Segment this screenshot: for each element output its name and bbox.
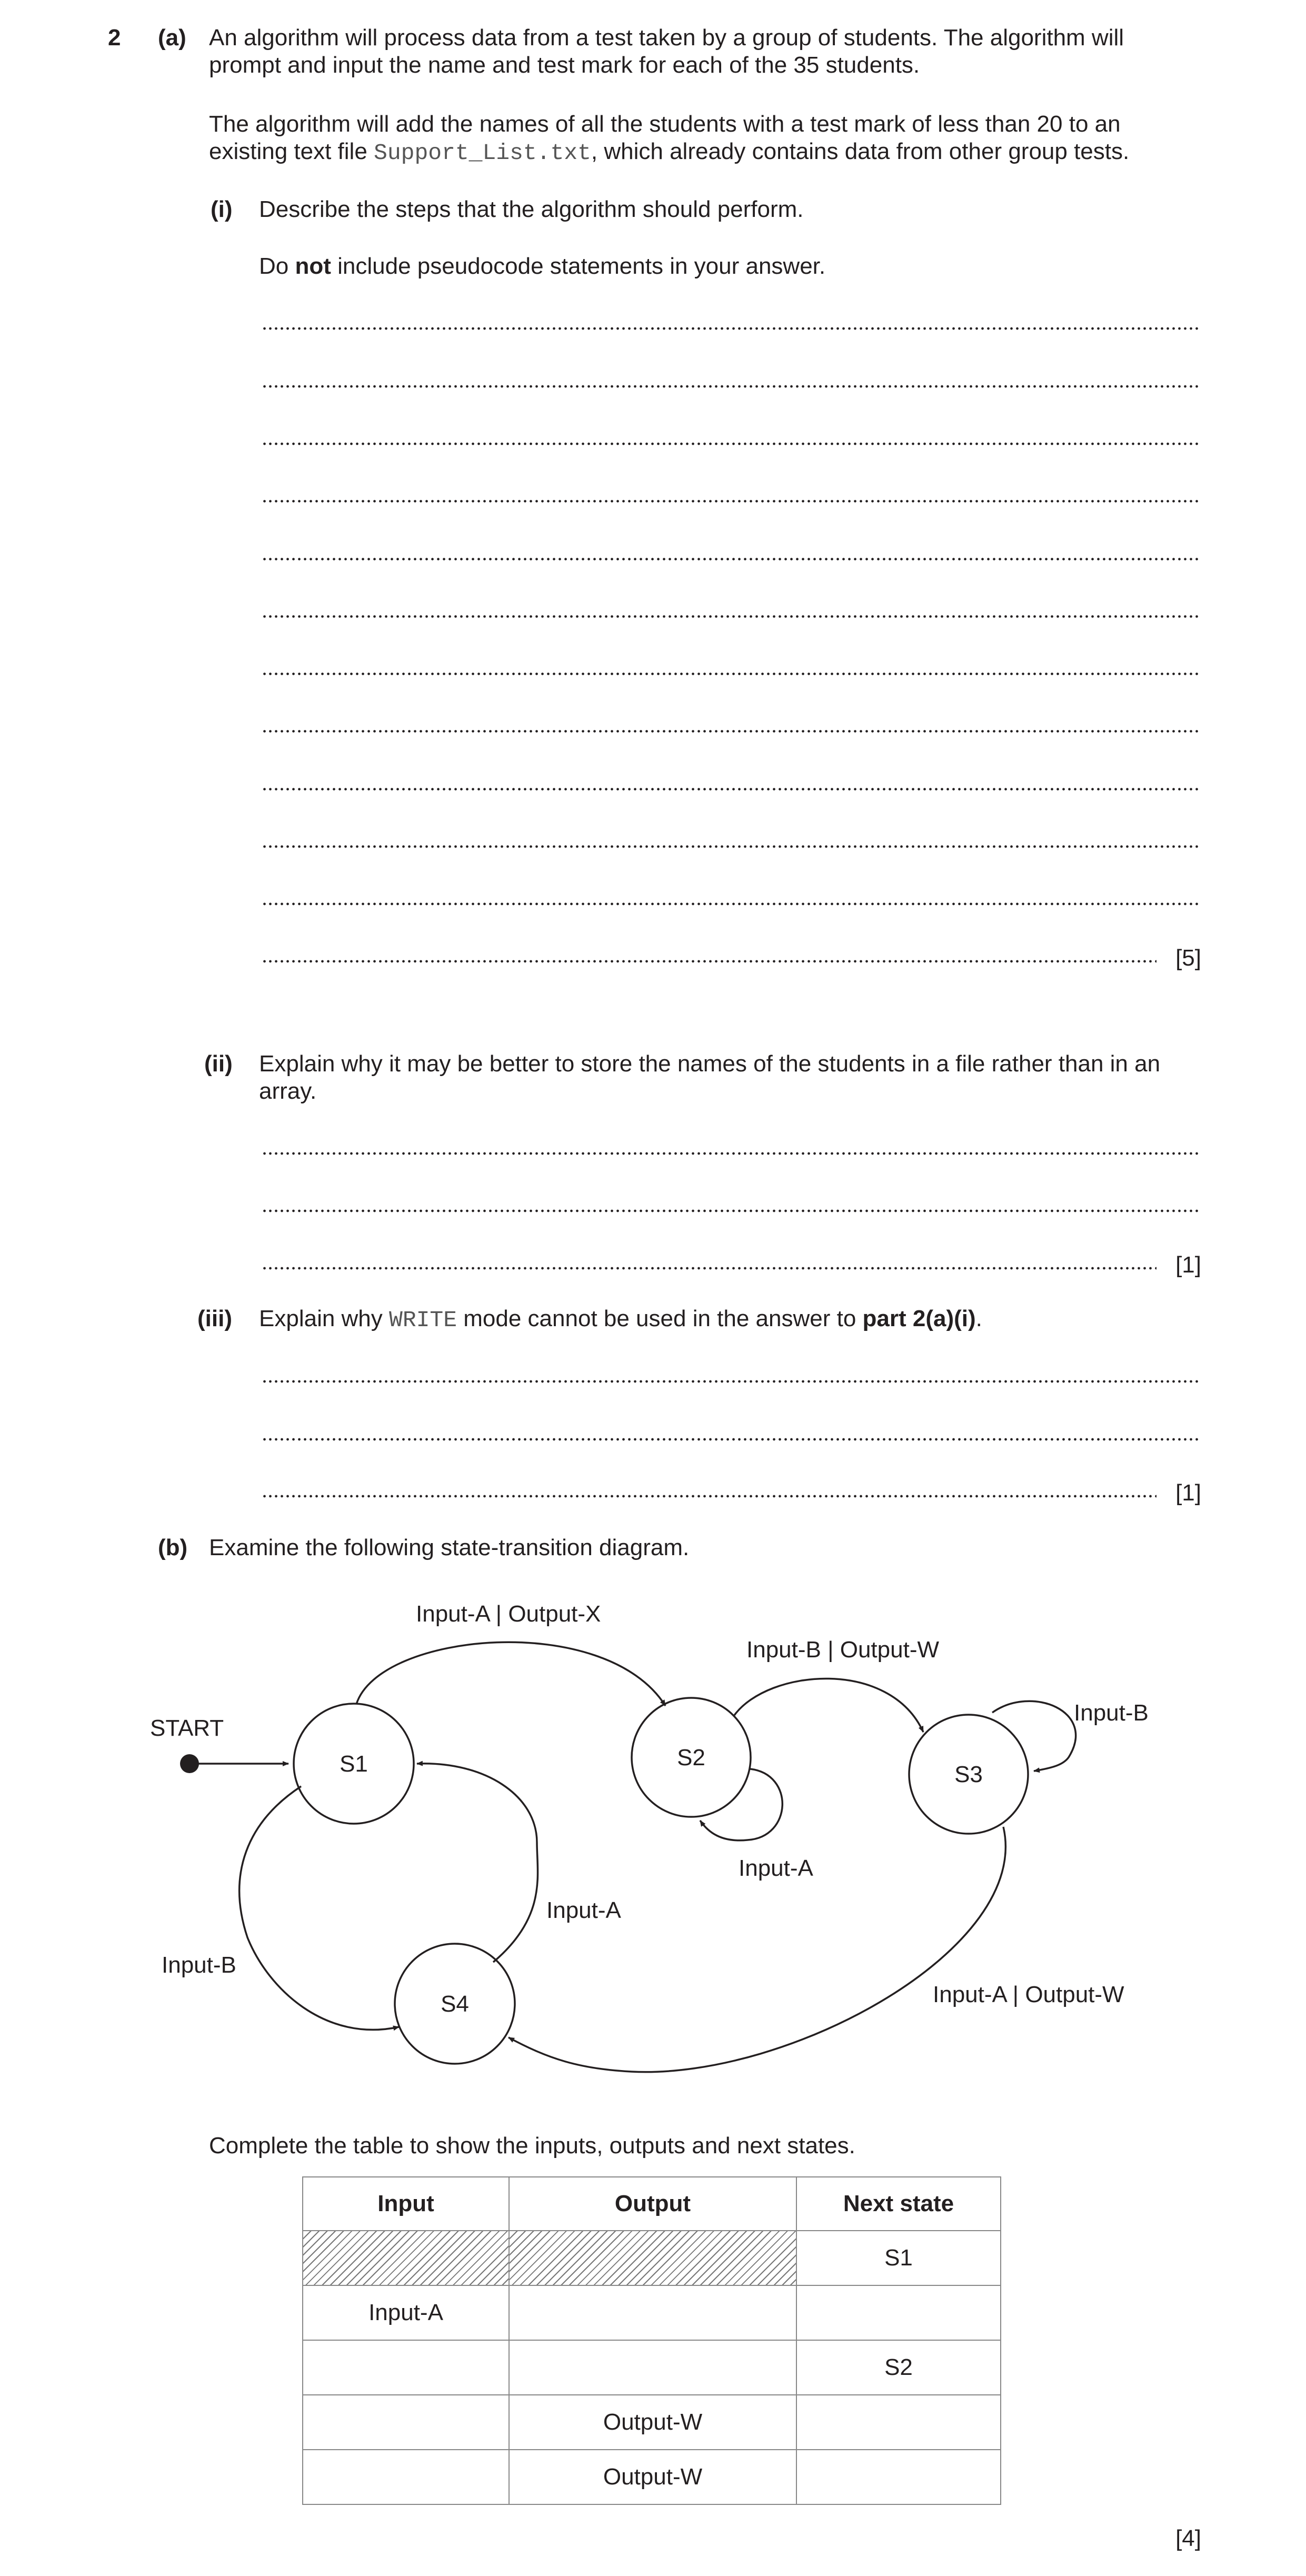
hatched-cell-input <box>303 2231 509 2285</box>
para2-pre: existing text file <box>209 138 374 164</box>
part-b-label: (b) <box>158 1535 188 1560</box>
part-a-label: (a) <box>158 25 186 51</box>
part-a-i-label: (i) <box>211 196 233 222</box>
edge-s4-s1 <box>417 1764 538 1962</box>
cell-input[interactable]: Input-A <box>303 2285 509 2340</box>
cell-input[interactable] <box>303 2395 509 2450</box>
cell-next-state[interactable]: S1 <box>796 2231 1001 2285</box>
edge-label-s1-s2: Input-A | Output-X <box>416 1601 601 1627</box>
edge-s3-self <box>992 1701 1076 1771</box>
para2-post: , which already contains data from other group tests. <box>591 138 1130 164</box>
marks-ii: [1] <box>1175 1252 1201 1278</box>
marks-iii: [1] <box>1175 1480 1201 1506</box>
state-s3-label: S3 <box>954 1762 983 1787</box>
marks-b: [4] <box>1175 2525 1201 2551</box>
part-a-intro-line2: prompt and input the name and test mark for each of the 35 students. <box>209 52 920 78</box>
cell-input[interactable] <box>303 2340 509 2395</box>
part-a-ii-label: (ii) <box>204 1051 233 1077</box>
iii-post: . <box>975 1306 982 1331</box>
note-post: include pseudocode statements in your answer. <box>331 253 826 279</box>
note-pre: Do <box>259 253 295 279</box>
edge-s1-s2 <box>356 1642 665 1706</box>
cell-output[interactable] <box>509 2340 796 2395</box>
state-s2-label: S2 <box>677 1745 705 1771</box>
header-output: Output <box>509 2177 796 2231</box>
table-row <box>303 2450 1001 2504</box>
cell-next-state[interactable] <box>796 2395 1001 2450</box>
hatched-cell-output <box>509 2231 796 2285</box>
table-header-row <box>303 2177 1001 2231</box>
iii-pre: Explain why <box>259 1306 390 1331</box>
question-number: 2 <box>108 25 121 51</box>
part-a-i-text: Describe the steps that the algorithm should perform. <box>259 196 804 222</box>
header-input: Input <box>303 2177 509 2231</box>
marks-i: [5] <box>1175 945 1201 971</box>
part-a-para2-line1: The algorithm will add the names of all the students with a test mark of less than 20 to an <box>209 111 1121 137</box>
cell-output[interactable]: Output-W <box>509 2450 796 2504</box>
cell-input[interactable] <box>303 2450 509 2504</box>
edge-s2-s3 <box>734 1678 923 1732</box>
iii-mid: mode cannot be used in the answer to <box>457 1306 863 1331</box>
edge-s1-s4 <box>240 1786 399 2030</box>
state-s4-label: S4 <box>441 1991 469 2017</box>
note-bold: not <box>295 253 331 279</box>
write-code: WRITE <box>389 1307 457 1333</box>
start-label: START <box>150 1715 224 1741</box>
iii-bold: part 2(a)(i) <box>862 1306 976 1331</box>
edge-label-s1-s4: Input-B <box>162 1952 236 1978</box>
part-a-ii-line2: array. <box>259 1078 317 1104</box>
edge-label-s3-self: Input-B <box>1074 1700 1149 1726</box>
cell-next-state[interactable] <box>796 2450 1001 2504</box>
answer-table <box>302 2176 1001 2505</box>
edge-s2-self <box>700 1769 782 1841</box>
table-intro: Complete the table to show the inputs, outputs and next states. <box>209 2133 855 2159</box>
part-a-intro-line1: An algorithm will process data from a test taken by a group of students. The algorithm will <box>209 25 1124 51</box>
edge-label-s2-s3: Input-B | Output-W <box>746 1637 940 1663</box>
edge-label-s2-self: Input-A <box>739 1855 813 1881</box>
part-a-ii-line1: Explain why it may be better to store the names of the students in a file rather than in an <box>259 1051 1161 1077</box>
start-dot <box>180 1754 199 1773</box>
edge-label-s4-s1: Input-A <box>546 1897 621 1923</box>
part-a-iii-label: (iii) <box>197 1306 232 1331</box>
table-row <box>303 2340 1001 2395</box>
table-row <box>303 2231 1001 2285</box>
table-row <box>303 2285 1001 2340</box>
cell-output[interactable] <box>509 2285 796 2340</box>
edge-label-s3-s4: Input-A | Output-W <box>933 1982 1124 2007</box>
state-s1-label: S1 <box>340 1751 368 1777</box>
part-b-text: Examine the following state-transition diagram. <box>209 1535 690 1560</box>
cell-next-state[interactable] <box>796 2285 1001 2340</box>
table-row <box>303 2395 1001 2450</box>
header-next-state: Next state <box>796 2177 1001 2231</box>
cell-output[interactable]: Output-W <box>509 2395 796 2450</box>
filename-code: Support_List.txt <box>374 140 591 166</box>
cell-next-state[interactable]: S2 <box>796 2340 1001 2395</box>
